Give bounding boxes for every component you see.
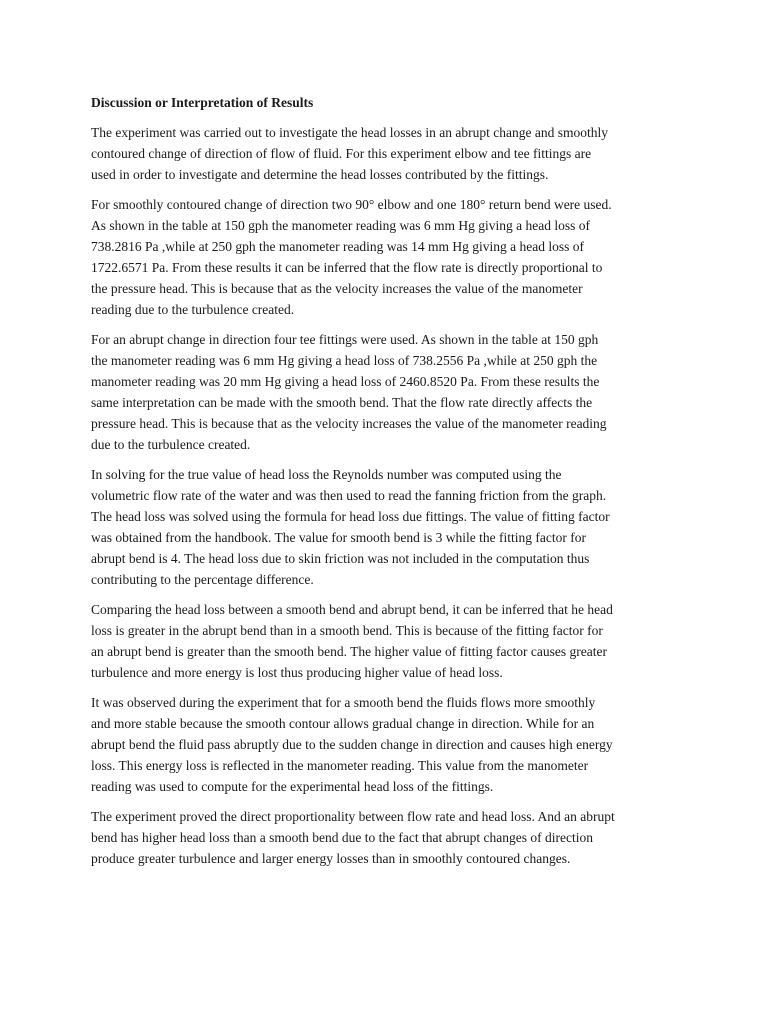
text-line: 738.2816 Pa ,while at 250 gph the manometer reading was 14 mm Hg giving a head loss of	[91, 239, 585, 254]
paragraph-introduction	[91, 122, 691, 185]
text-line: abrupt bend the fluid pass abruptly due to the sudden change in direction and causes high energy	[91, 737, 613, 752]
text-line: In solving for the true value of head loss the Reynolds number was computed using the	[91, 467, 562, 482]
text-line: pressure head. This is because that as the velocity increases the value of the manometer reading	[91, 416, 607, 431]
text-line: the pressure head. This is because that as the velocity increases the value of the manometer	[91, 281, 583, 296]
text-line: manometer reading was 20 mm Hg giving a head loss of 2460.8520 Pa. From these results the	[91, 374, 600, 389]
text-line: was obtained from the handbook. The value for smooth bend is 3 while the fitting factor for	[91, 530, 587, 545]
text-line: contoured change of direction of flow of fluid. For this experiment elbow and tee fittings are	[91, 146, 592, 161]
text-line: same interpretation can be made with the smooth bend. That the flow rate directly affects the	[91, 395, 593, 410]
text-line: an abrupt bend is greater than the smooth bend. The higher value of fitting factor causes greater	[91, 644, 607, 659]
text-line: The experiment was carried out to investigate the head losses in an abrupt change and smoothly	[91, 125, 608, 140]
text-line: the manometer reading was 6 mm Hg giving a head loss of 738.2556 Pa ,while at 250 gph the	[91, 353, 598, 368]
text-line: produce greater turbulence and larger energy losses than in smoothly contoured changes.	[91, 851, 571, 866]
document-page	[91, 92, 691, 878]
text-line: due to the turbulence created.	[91, 437, 251, 452]
text-line: For smoothly contoured change of direction two 90° elbow and one 180° return bend were used.	[91, 197, 612, 212]
text-line: bend has higher head loss than a smooth bend due to the fact that abrupt changes of direction	[91, 830, 593, 845]
paragraph-observation	[91, 692, 691, 797]
text-line: used in order to investigate and determine the head losses contributed by the fittings.	[91, 167, 549, 182]
text-line: As shown in the table at 150 gph the manometer reading was 6 mm Hg giving a head loss of	[91, 218, 591, 233]
text-line: Comparing the head loss between a smooth bend and abrupt bend, it can be inferred that he head	[91, 602, 613, 617]
text-line: The head loss was solved using the formula for head loss due fittings. The value of fitting factor	[91, 509, 610, 524]
text-line: volumetric flow rate of the water and was then used to read the fanning friction from the graph.	[91, 488, 607, 503]
text-line: reading was used to compute for the experimental head loss of the fittings.	[91, 779, 494, 794]
paragraph-comparison	[91, 599, 691, 683]
text-line: abrupt bend is 4. The head loss due to skin friction was not included in the computation thus	[91, 551, 590, 566]
text-line: turbulence and more energy is lost thus producing higher value of head loss.	[91, 665, 503, 680]
paragraph-abrupt-change	[91, 329, 691, 455]
text-line: loss is greater in the abrupt bend than in a smooth bend. This is because of the fitting factor for	[91, 623, 603, 638]
text-line: 1722.6571 Pa. From these results it can be inferred that the flow rate is directly proportional to	[91, 260, 603, 275]
text-line: and more stable because the smooth contour allows gradual change in direction. While for an	[91, 716, 595, 731]
text-line: For an abrupt change in direction four tee fittings were used. As shown in the table at 150 gph	[91, 332, 599, 347]
text-line: reading due to the turbulence created.	[91, 302, 295, 317]
section-heading: Discussion or Interpretation of Results	[91, 95, 314, 110]
text-line: contributing to the percentage difference.	[91, 572, 314, 587]
text-line: loss. This energy loss is reflected in the manometer reading. This value from the manometer	[91, 758, 589, 773]
paragraph-smooth-bend	[91, 194, 691, 320]
text-line: It was observed during the experiment that for a smooth bend the fluids flows more smoothly	[91, 695, 596, 710]
text-line: The experiment proved the direct proportionality between flow rate and head loss. And an abrupt	[91, 809, 615, 824]
paragraph-conclusion	[91, 806, 691, 869]
paragraph-reynolds-number	[91, 464, 691, 590]
